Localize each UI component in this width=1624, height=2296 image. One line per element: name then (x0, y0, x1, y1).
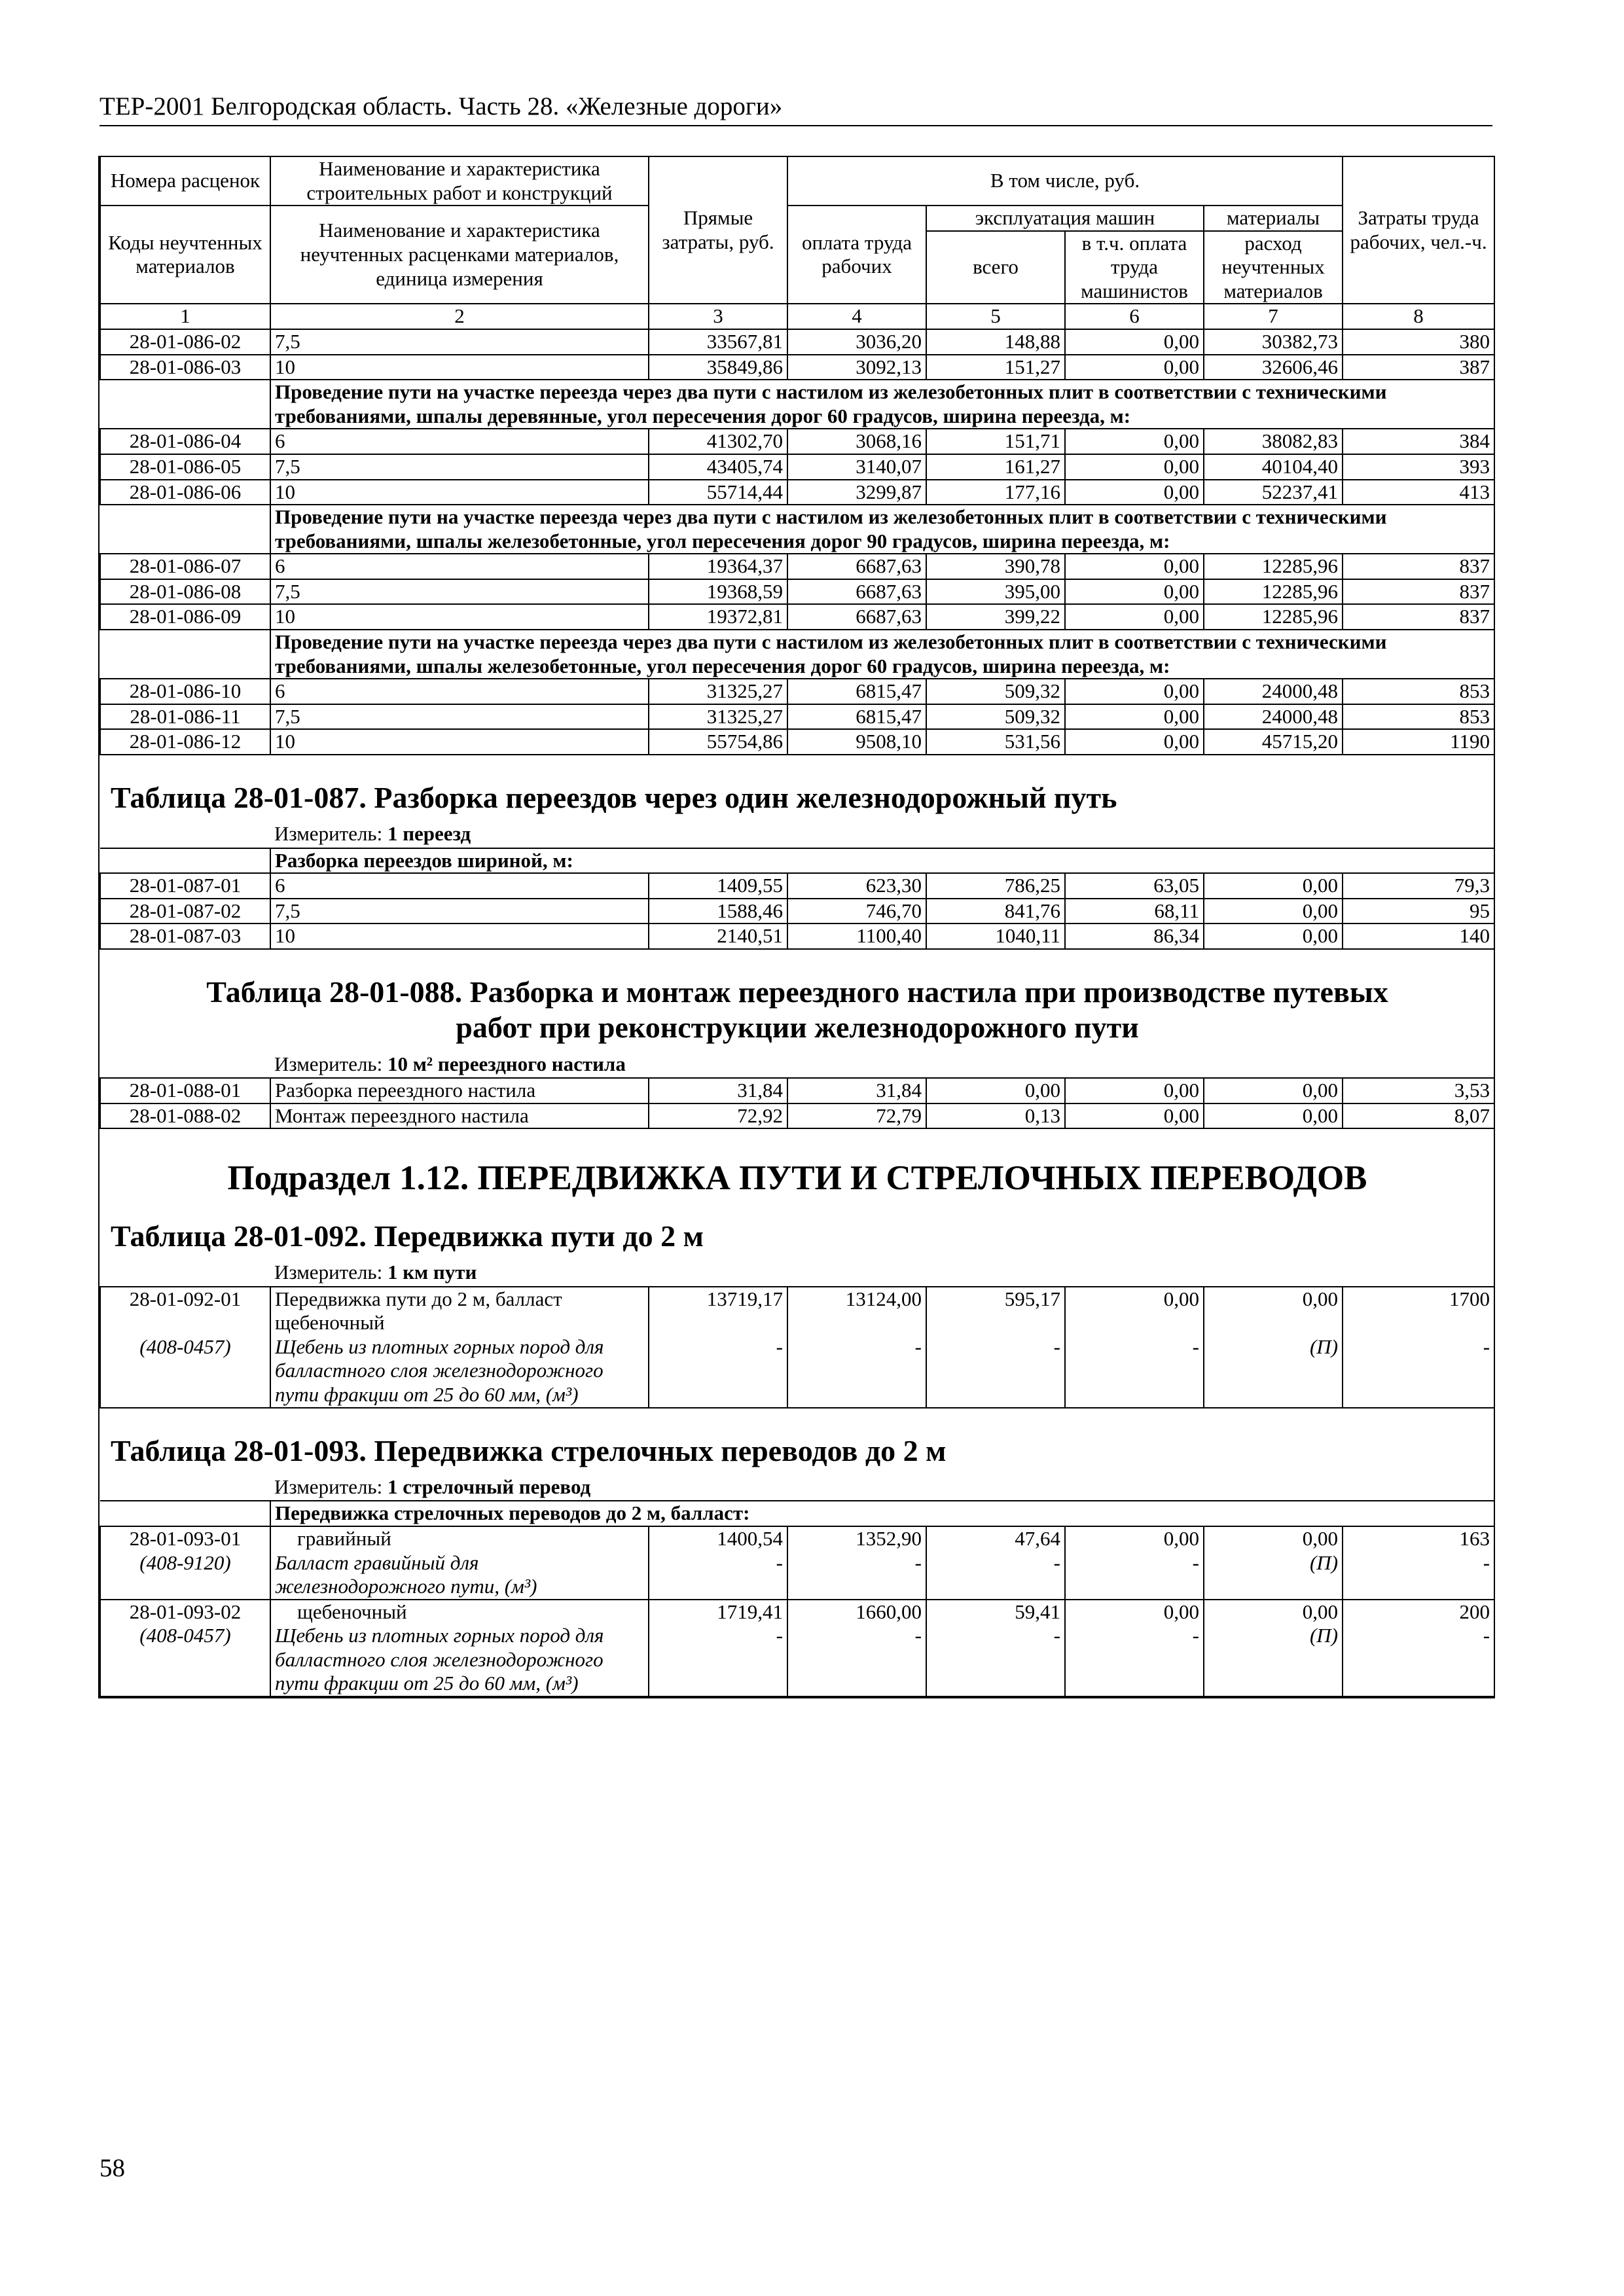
col-material-codes: Коды неучтенных материалов (100, 206, 270, 304)
labor-costs: 8,07 (1343, 1103, 1494, 1129)
cell: - (787, 1624, 926, 1696)
work-name: 7,5 (270, 454, 649, 480)
section-header: Разборка переездов шириной, м: (270, 848, 1494, 874)
worker-pay: 72,79 (787, 1103, 926, 1129)
machines-total: 595,17 (926, 1287, 1065, 1335)
work-name: 10 (270, 924, 649, 949)
measure-value: 1 переезд (387, 822, 471, 846)
materials-cost: 32606,46 (1204, 355, 1343, 380)
machinist-pay: 0,00 (1065, 579, 1204, 605)
work-name: 6 (270, 679, 649, 704)
table-row (100, 355, 1494, 380)
worker-pay: 3299,87 (787, 480, 926, 505)
column-number: 5 (926, 304, 1065, 329)
table-title: Таблица 28-01-092. Передвижка пути до 2 м (111, 1219, 704, 1253)
machines-total: 841,76 (926, 899, 1065, 924)
materials-cost: 0,00 (1204, 1600, 1343, 1624)
direct-costs: 1719,41 (649, 1600, 787, 1624)
labor-costs: 380 (1343, 329, 1494, 355)
labor-costs: 387 (1343, 355, 1494, 380)
labor-costs: 200 (1343, 1600, 1494, 1624)
machinist-pay: 0,00 (1065, 329, 1204, 355)
machinist-pay: 0,00 (1065, 429, 1204, 454)
column-number: 6 (1065, 304, 1204, 329)
labor-costs: 163 (1343, 1526, 1494, 1551)
materials-cost: 12285,96 (1204, 579, 1343, 605)
cell: - (1343, 1551, 1494, 1600)
cell: - (926, 1551, 1065, 1600)
worker-pay: 3036,20 (787, 329, 926, 355)
col-group-machines: эксплуатация машин (926, 206, 1204, 231)
page-number: 58 (99, 2154, 125, 2182)
measure-value: 1 стрелочный перевод (387, 1475, 591, 1498)
section-header: Передвижка стрелочных переводов до 2 м, балласт: (270, 1501, 1494, 1526)
rows-086-b (100, 429, 1494, 505)
rate-code: 28-01-086-04 (100, 429, 270, 454)
machinist-pay: 63,05 (1065, 873, 1204, 899)
table-row (100, 1287, 1494, 1335)
rows-088 (100, 1078, 1494, 1128)
materials-cost: 52237,41 (1204, 480, 1343, 505)
work-name: гравийный (270, 1526, 649, 1551)
col-labor-costs: Затраты труда рабочих, чел.-ч. (1343, 156, 1494, 304)
col-direct-costs: Прямые затраты, руб. (649, 156, 787, 304)
page-header: ТЕР-2001 Белгородская область. Часть 28. «Железные дороги» (99, 92, 1492, 126)
table-row (100, 729, 1494, 755)
table-row (100, 429, 1494, 454)
cell: - (1065, 1624, 1204, 1696)
direct-costs: 2140,51 (649, 924, 787, 949)
worker-pay: 6687,63 (787, 604, 926, 630)
cell: (П) (1204, 1335, 1343, 1408)
work-name: щебеночный (270, 1600, 649, 1624)
worker-pay: 6815,47 (787, 679, 926, 704)
direct-costs: 1400,54 (649, 1526, 787, 1551)
machinist-pay: 0,00 (1065, 1078, 1204, 1103)
worker-pay: 6815,47 (787, 704, 926, 730)
direct-costs: 41302,70 (649, 429, 787, 454)
measure-label: Измеритель: (274, 1261, 383, 1284)
rate-code: 28-01-093-01 (100, 1526, 270, 1551)
cell: - (926, 1624, 1065, 1696)
labor-costs: 853 (1343, 704, 1494, 730)
direct-costs: 43405,74 (649, 454, 787, 480)
rate-code: 28-01-086-07 (100, 554, 270, 579)
column-numbers-row (100, 304, 1494, 329)
direct-costs: 31325,27 (649, 704, 787, 730)
col-group-materials: материалы (1204, 206, 1343, 231)
measure-label: Измеритель: (274, 1475, 383, 1498)
subsection-1-12 (100, 1128, 1494, 1286)
section-header: Проведение пути на участке переезда через два пути с настилом из железобетонных плит в соответствии с техническими требованиями, шпалы железобетонные, угол пересечения дорог 60 градусов, ширина переезда, м: (270, 630, 1494, 679)
rate-code: 28-01-086-03 (100, 355, 270, 380)
materials-cost: 38082,83 (1204, 429, 1343, 454)
table-title: Таблица 28-01-087. Разборка переездов через один железнодорожный путь (111, 780, 1117, 814)
work-name: Разборка переездного настила (270, 1078, 649, 1103)
direct-costs: 31325,27 (649, 679, 787, 704)
rate-code: 28-01-087-01 (100, 873, 270, 899)
machines-total: 395,00 (926, 579, 1065, 605)
worker-pay: 623,30 (787, 873, 926, 899)
column-number: 7 (1204, 304, 1343, 329)
rows-087 (100, 873, 1494, 949)
worker-pay: 1660,00 (787, 1600, 926, 1624)
machines-total: 151,71 (926, 429, 1065, 454)
measure-label: Измеритель: (274, 1052, 383, 1075)
table-row (100, 329, 1494, 355)
worker-pay: 3140,07 (787, 454, 926, 480)
materials-cost: 0,00 (1204, 873, 1343, 899)
table-row (100, 704, 1494, 730)
materials-cost: 0,00 (1204, 1287, 1343, 1335)
work-name: 7,5 (270, 899, 649, 924)
price-table (99, 156, 1495, 1697)
machines-total: 0,13 (926, 1103, 1065, 1129)
rate-code: 28-01-086-02 (100, 329, 270, 355)
labor-costs: 1700 (1343, 1287, 1494, 1335)
table-row (100, 924, 1494, 949)
measure-line (270, 1473, 1494, 1501)
labor-costs: 837 (1343, 604, 1494, 630)
work-name: 7,5 (270, 579, 649, 605)
worker-pay: 31,84 (787, 1078, 926, 1103)
rate-code: 28-01-092-01 (100, 1287, 270, 1335)
machinist-pay: 0,00 (1065, 704, 1204, 730)
table-087 (100, 755, 1494, 873)
col-rate-numbers: Номера расценок (100, 156, 270, 206)
materials-cost: 0,00 (1204, 1078, 1343, 1103)
worker-pay: 6687,63 (787, 554, 926, 579)
measure-value: 10 м² переездного настила (387, 1052, 626, 1075)
rate-code: 28-01-086-09 (100, 604, 270, 630)
machinist-pay: 0,00 (1065, 355, 1204, 380)
work-name: 7,5 (270, 704, 649, 730)
material-code: (408-0457) (100, 1335, 270, 1408)
rate-code: 28-01-086-12 (100, 729, 270, 755)
machinist-pay: 0,00 (1065, 1526, 1204, 1551)
work-name: 6 (270, 554, 649, 579)
table-row (100, 1600, 1494, 1624)
col-worker-pay: оплата труда рабочих (787, 206, 926, 304)
material-row (100, 1624, 1494, 1696)
measure-value: 1 км пути (387, 1261, 477, 1284)
work-name: 6 (270, 429, 649, 454)
direct-costs: 72,92 (649, 1103, 787, 1129)
machinist-pay: 0,00 (1065, 729, 1204, 755)
table-row (100, 454, 1494, 480)
material-name: Щебень из плотных горных пород для балластного слоя железнодорожного пути фракции от 25 до 60 мм, (м³) (270, 1335, 649, 1408)
cell: (П) (1204, 1551, 1343, 1600)
machinist-pay: 0,00 (1065, 679, 1204, 704)
rate-code: 28-01-086-08 (100, 579, 270, 605)
cell: - (649, 1335, 787, 1408)
work-name: Монтаж переездного настила (270, 1103, 649, 1129)
rate-code: 28-01-086-10 (100, 679, 270, 704)
cell: - (1343, 1335, 1494, 1408)
material-code: (408-0457) (100, 1624, 270, 1696)
materials-cost: 0,00 (1204, 924, 1343, 949)
cell: - (926, 1335, 1065, 1408)
materials-cost: 40104,40 (1204, 454, 1343, 480)
direct-costs: 55754,86 (649, 729, 787, 755)
cell: - (649, 1551, 787, 1600)
machinist-pay: 86,34 (1065, 924, 1204, 949)
material-name: Щебень из плотных горных пород для балластного слоя железнодорожного пути фракции от 25 до 60 мм, (м³) (270, 1624, 649, 1696)
labor-costs: 95 (1343, 899, 1494, 924)
section-header: Проведение пути на участке переезда через два пути с настилом из железобетонных плит в соответствии с техническими требованиями, шпалы железобетонные, угол пересечения дорог 90 градусов, ширина переезда, м: (270, 505, 1494, 554)
rate-code: 28-01-088-01 (100, 1078, 270, 1103)
rows-092 (100, 1287, 1494, 1408)
table-row (100, 554, 1494, 579)
machines-total: 161,27 (926, 454, 1065, 480)
measure-line (270, 1258, 1494, 1287)
machines-total: 399,22 (926, 604, 1065, 630)
cell: - (787, 1335, 926, 1408)
table-title (100, 949, 1494, 1050)
col-work-name: Наименование и характеристика строительных работ и конструкций (270, 156, 649, 206)
table-title: Таблица 28-01-093. Передвижка стрелочных переводов до 2 м (111, 1433, 947, 1467)
work-name: 6 (270, 873, 649, 899)
labor-costs: 140 (1343, 924, 1494, 949)
labor-costs: 384 (1343, 429, 1494, 454)
table-row (100, 1078, 1494, 1103)
worker-pay: 1352,90 (787, 1526, 926, 1551)
direct-costs: 13719,17 (649, 1287, 787, 1335)
rows-086-c (100, 554, 1494, 630)
table-row (100, 679, 1494, 704)
table-row (100, 873, 1494, 899)
direct-costs: 1409,55 (649, 873, 787, 899)
direct-costs: 33567,81 (649, 329, 787, 355)
subsection-title: Подраздел 1.12. ПЕРЕДВИЖКА ПУТИ И СТРЕЛОЧНЫХ ПЕРЕВОДОВ (227, 1159, 1367, 1198)
materials-cost: 12285,96 (1204, 554, 1343, 579)
worker-pay: 6687,63 (787, 579, 926, 605)
rate-code: 28-01-087-03 (100, 924, 270, 949)
machinist-pay: 0,00 (1065, 554, 1204, 579)
worker-pay: 9508,10 (787, 729, 926, 755)
rate-code: 28-01-086-11 (100, 704, 270, 730)
machinist-pay: 0,00 (1065, 1103, 1204, 1129)
materials-cost: 30382,73 (1204, 329, 1343, 355)
rate-code: 28-01-086-06 (100, 480, 270, 505)
cell: - (1065, 1551, 1204, 1600)
work-name: 10 (270, 355, 649, 380)
rate-code: 28-01-088-02 (100, 1103, 270, 1129)
materials-cost: 0,00 (1204, 1103, 1343, 1129)
machinist-pay: 0,00 (1065, 1600, 1204, 1624)
measure-label: Измеритель: (274, 822, 383, 846)
worker-pay: 13124,00 (787, 1287, 926, 1335)
rows-086-a (100, 329, 1494, 380)
material-code: (408-9120) (100, 1551, 270, 1600)
machines-total: 509,32 (926, 704, 1065, 730)
machines-total: 59,41 (926, 1600, 1065, 1624)
column-number: 2 (270, 304, 649, 329)
machines-total: 47,64 (926, 1526, 1065, 1551)
direct-costs: 1588,46 (649, 899, 787, 924)
labor-costs: 1190 (1343, 729, 1494, 755)
materials-cost: 12285,96 (1204, 604, 1343, 630)
worker-pay: 3092,13 (787, 355, 926, 380)
worker-pay: 746,70 (787, 899, 926, 924)
machinist-pay: 68,11 (1065, 899, 1204, 924)
machinist-pay: 0,00 (1065, 480, 1204, 505)
cell: - (787, 1551, 926, 1600)
work-name: Передвижка пути до 2 м, балласт щебеночный (270, 1287, 649, 1335)
direct-costs: 19372,81 (649, 604, 787, 630)
machines-total: 151,27 (926, 355, 1065, 380)
rows-086-d (100, 679, 1494, 755)
rate-code: 28-01-086-05 (100, 454, 270, 480)
table-row (100, 1103, 1494, 1129)
rate-code: 28-01-093-02 (100, 1600, 270, 1624)
worker-pay: 3068,16 (787, 429, 926, 454)
table-title-line: работ при реконструкции железнодорожного пути (456, 1011, 1139, 1045)
col-material-consumption: расход неучтенных материалов (1204, 231, 1343, 304)
materials-cost: 0,00 (1204, 1526, 1343, 1551)
machinist-pay: 0,00 (1065, 454, 1204, 480)
table-title-line: Таблица 28-01-088. Разборка и монтаж переездного настила при производстве путевых (206, 975, 1388, 1009)
work-name: 10 (270, 480, 649, 505)
col-machines-total: всего (926, 231, 1065, 304)
table-row (100, 899, 1494, 924)
labor-costs: 413 (1343, 480, 1494, 505)
direct-costs: 19368,59 (649, 579, 787, 605)
materials-cost: 45715,20 (1204, 729, 1343, 755)
table-row (100, 480, 1494, 505)
table-093 (100, 1408, 1494, 1696)
cell: - (1065, 1335, 1204, 1408)
direct-costs: 19364,37 (649, 554, 787, 579)
col-material-name: Наименование и характеристика неучтенных расценками материалов, единица измерения (270, 206, 649, 304)
machines-total: 148,88 (926, 329, 1065, 355)
column-number: 3 (649, 304, 787, 329)
measure-line (270, 819, 1494, 848)
machinist-pay: 0,00 (1065, 604, 1204, 630)
material-row (100, 1551, 1494, 1600)
price-table-container (98, 156, 1495, 1698)
worker-pay: 1100,40 (787, 924, 926, 949)
machines-total: 786,25 (926, 873, 1065, 899)
machines-total: 509,32 (926, 679, 1065, 704)
rate-code: 28-01-087-02 (100, 899, 270, 924)
table-header (100, 156, 1494, 329)
labor-costs: 3,53 (1343, 1078, 1494, 1103)
section-header: Проведение пути на участке переезда через два пути с настилом из железобетонных плит в соответствии с техническими требованиями, шпалы деревянные, угол пересечения дорог 60 градусов, ширина переезда, м: (270, 380, 1494, 429)
labor-costs: 837 (1343, 554, 1494, 579)
machines-total: 0,00 (926, 1078, 1065, 1103)
labor-costs: 393 (1343, 454, 1494, 480)
column-number: 8 (1343, 304, 1494, 329)
measure-line (270, 1050, 1494, 1079)
machines-total: 531,56 (926, 729, 1065, 755)
material-row (100, 1335, 1494, 1408)
materials-cost: 24000,48 (1204, 679, 1343, 704)
labor-costs: 837 (1343, 579, 1494, 605)
machines-total: 177,16 (926, 480, 1065, 505)
direct-costs: 55714,44 (649, 480, 787, 505)
cell: (П) (1204, 1624, 1343, 1696)
work-name: 10 (270, 604, 649, 630)
col-machinist-pay: в т.ч. оплата труда машинистов (1065, 231, 1204, 304)
materials-cost: 0,00 (1204, 899, 1343, 924)
cell: - (1343, 1624, 1494, 1696)
materials-cost: 24000,48 (1204, 704, 1343, 730)
col-group-including: В том числе, руб. (787, 156, 1343, 206)
work-name: 7,5 (270, 329, 649, 355)
labor-costs: 79,3 (1343, 873, 1494, 899)
table-row (100, 579, 1494, 605)
material-name: Балласт гравийный для железнодорожного пути, (м³) (270, 1551, 649, 1600)
machinist-pay: 0,00 (1065, 1287, 1204, 1335)
table-row (100, 1526, 1494, 1551)
table-row (100, 604, 1494, 630)
direct-costs: 35849,86 (649, 355, 787, 380)
machines-total: 1040,11 (926, 924, 1065, 949)
direct-costs: 31,84 (649, 1078, 787, 1103)
table-088 (100, 949, 1494, 1078)
work-name: 10 (270, 729, 649, 755)
labor-costs: 853 (1343, 679, 1494, 704)
column-number: 4 (787, 304, 926, 329)
column-number: 1 (100, 304, 270, 329)
machines-total: 390,78 (926, 554, 1065, 579)
cell: - (649, 1624, 787, 1696)
